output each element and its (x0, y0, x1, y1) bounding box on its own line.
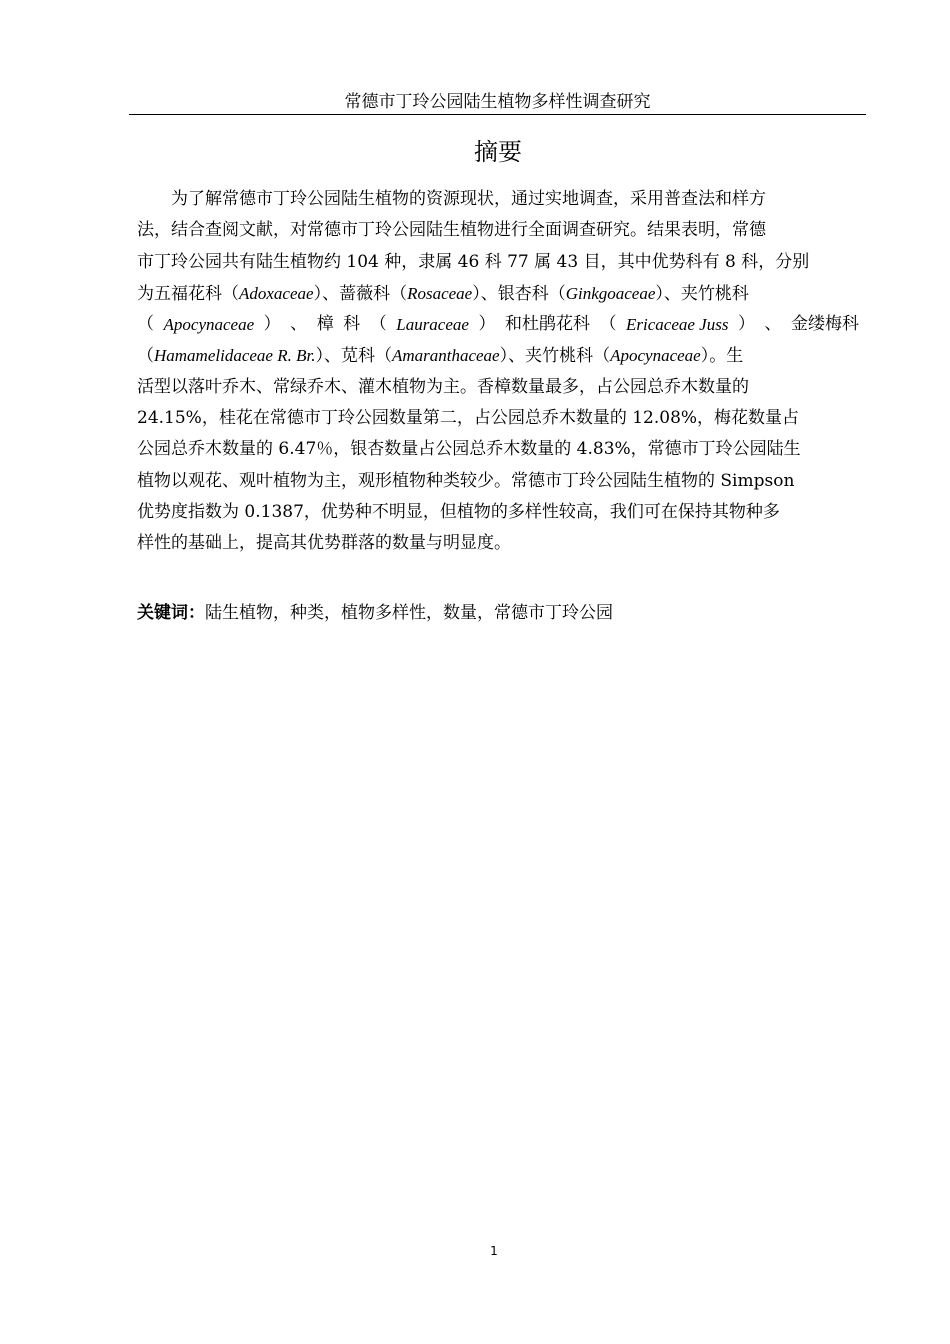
abstract-line (137, 278, 859, 309)
abstract-text: （ (599, 314, 617, 335)
latin-family-name: Rosaceae (407, 283, 473, 303)
latin-family-name: Apocynaceae (163, 315, 255, 335)
latin-family-name: Apocynaceae (610, 346, 701, 366)
running-header (129, 90, 866, 115)
abstract-line: 公园总乔木数量的 6.47％，银杏数量占公园总乔木数量的 4.83%，常德市丁玲公园陆生 (137, 439, 801, 460)
abstract-text: ）。生 (700, 346, 744, 367)
abstract-line: 为了解常德市丁玲公园陆生植物的资源现状，通过实地调查，采用普查法和样方 (171, 189, 766, 209)
abstract-text: （ (137, 314, 154, 335)
abstract-text: 科 (343, 314, 361, 335)
abstract-line (137, 340, 859, 371)
keywords-label: 关键词： (137, 603, 205, 623)
abstract-text: 为五福花科（ (137, 283, 239, 304)
latin-family-name: Amaranthaceae (391, 346, 500, 366)
abstract-text: ）、夹竹桃科（ (499, 346, 611, 367)
abstract-text: ）、夹竹桃科 (655, 283, 749, 304)
abstract-text: （ (369, 314, 387, 335)
latin-family-name: Adoxaceae (239, 283, 314, 303)
abstract-heading: 摘要 (474, 138, 522, 166)
abstract-line: 优势度指数为 0.1387，优势种不明显，但植物的多样性较高，我们可在保持其物种多 (137, 501, 780, 522)
abstract-text: ）、银杏科（ (472, 283, 566, 304)
abstract-text: ） (478, 314, 496, 335)
latin-family-name: Lauraceae (396, 315, 469, 335)
latin-family-name: Ginkgoaceae (565, 283, 656, 303)
abstract-line: 24.15%，桂花在常德市丁玲公园数量第二，占公园总乔木数量的 12.08%，梅花数量占 (137, 408, 800, 429)
abstract-text: 樟 (316, 314, 334, 335)
abstract-text: 、 (764, 314, 782, 335)
latin-family-name: Hamamelidaceae R. Br. (154, 346, 316, 366)
page-number: 1 (490, 1244, 498, 1258)
abstract-line: 法，结合查阅文献，对常德市丁玲公园陆生植物进行全面调查研究。结果表明，常德 (137, 220, 766, 241)
abstract-text: 和杜鹃花科 (504, 314, 590, 335)
abstract-text: ）、蔷薇科（ (313, 283, 408, 304)
keywords (137, 598, 859, 629)
keywords-value: 陆生植物，种类，植物多样性，数量，常德市丁玲公园 (205, 603, 613, 623)
running-header-title: 常德市丁玲公园陆生植物多样性调查研究 (344, 92, 651, 112)
abstract-text: ） (263, 314, 281, 335)
latin-family-name: Ericaceae Juss (626, 315, 729, 335)
abstract-text: ）、苋科（ (315, 346, 392, 367)
abstract-text: 、 (290, 314, 308, 335)
abstract-line (137, 309, 859, 340)
abstract-text: 金缕梅科 (791, 314, 859, 335)
abstract-line: 市丁玲公园共有陆生植物约 104 种，隶属 46 科 77 属 43 目，其中优势科有 8 科，分别 (137, 251, 810, 272)
abstract-line: 样性的基础上，提高其优势群落的数量与明显度。 (137, 533, 511, 554)
abstract-body (137, 184, 859, 560)
abstract-text: （ (137, 346, 154, 367)
abstract-text: ） (737, 314, 755, 335)
abstract-line: 活型以落叶乔木、常绿乔木、灌木植物为主。香樟数量最多，占公园总乔木数量的 (137, 376, 749, 397)
abstract-line: 植物以观花、观叶植物为主，观形植物种类较少。常德市丁玲公园陆生植物的 Simpson (137, 470, 795, 491)
